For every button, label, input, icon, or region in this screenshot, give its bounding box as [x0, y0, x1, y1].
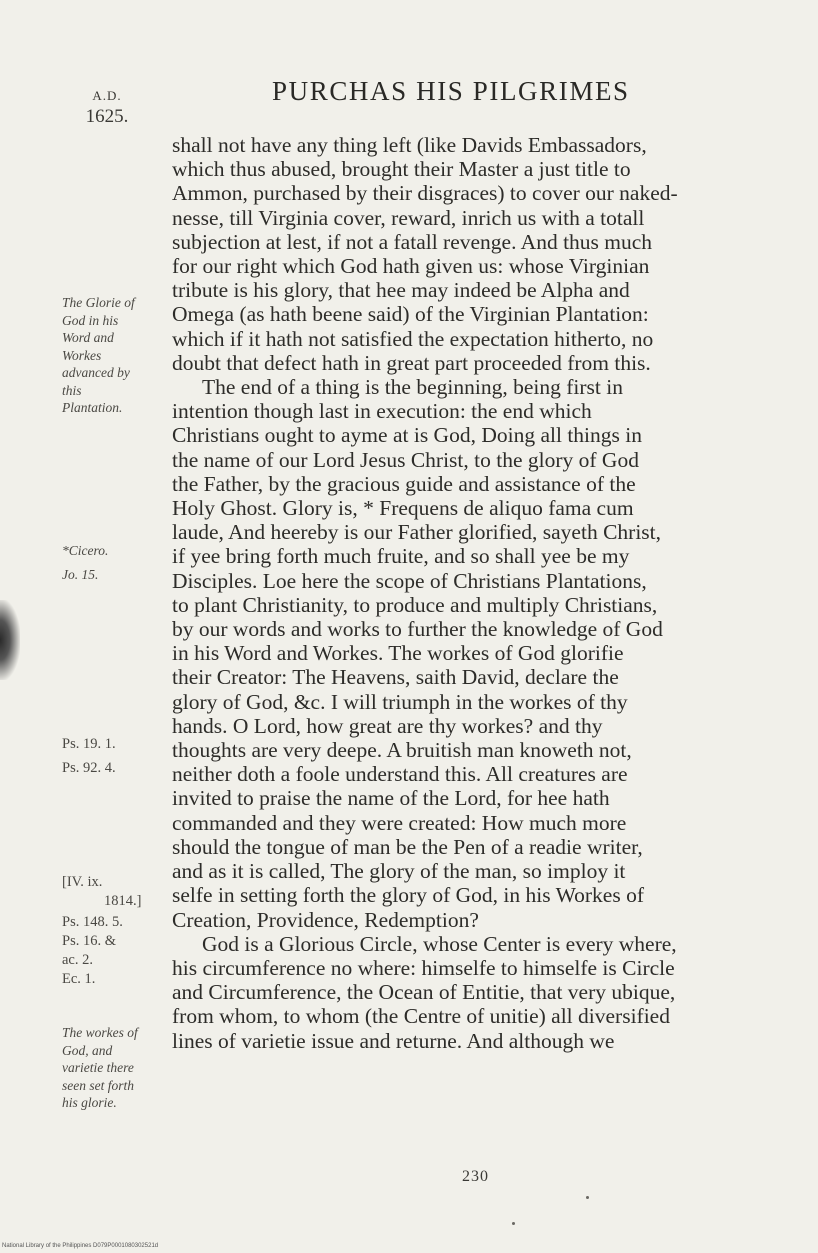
body-line: in his Word and Workes. The workes of God glorifie: [172, 641, 624, 666]
body-line: Disciples. Loe here the scope of Christians Plantations,: [172, 568, 647, 593]
body-line: to plant Christianity, to produce and multiply Christians,: [172, 592, 658, 617]
running-head: PURCHAS HIS PILGRIMES: [272, 76, 630, 106]
margin-note-line: God in his: [62, 312, 119, 328]
margin-note-line: The Glorie of: [62, 295, 135, 310]
margin-note-cicero: *Cicero.: [62, 543, 109, 558]
scan-speck: [512, 1222, 515, 1225]
body-line: which thus abused, brought their Master a just title to: [172, 157, 631, 182]
year-block: [72, 88, 142, 128]
body-line: and Circumference, the Ocean of Entitie, that very ubique,: [172, 980, 676, 1005]
year-number: 1625.: [85, 106, 129, 127]
body-line: by our words and works to further the knowledge of God: [172, 617, 663, 642]
body-line: Holy Ghost. Glory is, * Frequens de aliquo fama cum: [172, 496, 634, 521]
body-line: for our right which God hath given us: whose Virginian: [172, 254, 650, 279]
margin-note-line: 1814.]: [104, 893, 142, 909]
margin-note-workes: [62, 1024, 138, 1112]
body-line: laude, And heereby is our Father glorified, sayeth Christ,: [172, 520, 662, 545]
margin-note-glorie: [62, 294, 135, 417]
body-text: [172, 133, 798, 1053]
margin-note-line: seen set forth: [62, 1077, 134, 1093]
body-line: subjection at lest, if not a fatall revenge. And thus much: [172, 229, 653, 254]
body-line: which if it hath not satisfied the expectation hitherto, no: [172, 326, 654, 351]
body-line: Omega (as hath beene said) of the Virginian Plantation:: [172, 302, 649, 327]
margin-note-line: God, and: [62, 1042, 113, 1058]
scan-speck: [586, 1196, 589, 1199]
body-line: God is a Glorious Circle, whose Center is every where,: [202, 931, 677, 956]
body-line: Creation, Providence, Redemption?: [172, 907, 479, 932]
margin-note-ref-iv: [62, 873, 141, 911]
body-line: should the tongue of man be the Pen of a readie writer,: [172, 834, 643, 859]
margin-note-line: his glorie.: [62, 1095, 117, 1110]
margin-note-line: The workes of: [62, 1025, 138, 1040]
body-line: nesse, till Virginia cover, reward, inrich us with a totall: [172, 205, 645, 230]
body-line: Christians ought to ayme at is God, Doing all things in: [172, 423, 642, 448]
body-line: their Creator: The Heavens, saith David, declare the: [172, 665, 619, 690]
margin-note-line: Plantation.: [62, 400, 123, 415]
body-line: the name of our Lord Jesus Christ, to the glory of God: [172, 447, 639, 472]
body-line: The end of a thing is the beginning, being first in: [202, 375, 623, 400]
body-line: if yee bring forth much fruite, and so shall yee be my: [172, 544, 630, 569]
body-line: his circumference no where: himselfe to himselfe is Circle: [172, 955, 675, 980]
body-line: commanded and they were created: How much more: [172, 810, 627, 835]
footer-identifier: National Library of the Philippines D079P0001080302521d: [2, 1243, 159, 1249]
body-line: hands. O Lord, how great are thy workes? and thy: [172, 713, 603, 738]
body-line: thoughts are very deepe. A bruitish man knoweth not,: [172, 738, 632, 763]
margin-note-line: varietie there: [62, 1060, 134, 1075]
margin-note-ec1: Ec. 1.: [62, 971, 96, 987]
page-number: 230: [462, 1168, 489, 1185]
margin-note-ps92: Ps. 92. 4.: [62, 760, 116, 776]
margin-note-line: Word and: [62, 330, 114, 345]
margin-note-line: [IV. ix.: [62, 874, 103, 890]
body-line: selfe in setting forth the glory of God, in his Workes of: [172, 883, 644, 908]
margin-note-line: this: [62, 382, 82, 398]
scan-shadow: [0, 600, 20, 680]
margin-note-ac2: ac. 2.: [62, 952, 93, 968]
body-line: neither doth a foole understand this. All creatures are: [172, 762, 628, 787]
margin-note-jo: Jo. 15.: [62, 567, 99, 582]
body-line: tribute is his glory, that hee may indeed be Alpha and: [172, 278, 630, 303]
body-line: Ammon, purchased by their disgraces) to cover our naked-: [172, 181, 678, 206]
margin-note-line: Workes: [62, 347, 102, 363]
year-ad: A.D.: [92, 88, 122, 103]
body-line: intention though last in execution: the end which: [172, 399, 592, 424]
body-line: shall not have any thing left (like Davids Embassadors,: [172, 133, 647, 157]
margin-note-ps19: Ps. 19. 1.: [62, 736, 116, 752]
body-line: doubt that defect hath in great part proceeded from this.: [172, 350, 651, 375]
body-line: and as it is called, The glory of the man, so imploy it: [172, 859, 626, 884]
body-line: the Father, by the gracious guide and assistance of the: [172, 471, 636, 496]
margin-note-line: advanced by: [62, 365, 130, 380]
margin-note-ps16: Ps. 16. &: [62, 933, 116, 949]
body-line: invited to praise the name of the Lord, for hee hath: [172, 786, 610, 811]
body-line: glory of God, &c. I will triumph in the workes of thy: [172, 689, 628, 714]
margin-note-ps148: Ps. 148. 5.: [62, 914, 123, 930]
body-line: lines of varietie issue and returne. And although we: [172, 1028, 615, 1053]
body-line: from whom, to whom (the Centre of unitie) all diversified: [172, 1004, 670, 1029]
